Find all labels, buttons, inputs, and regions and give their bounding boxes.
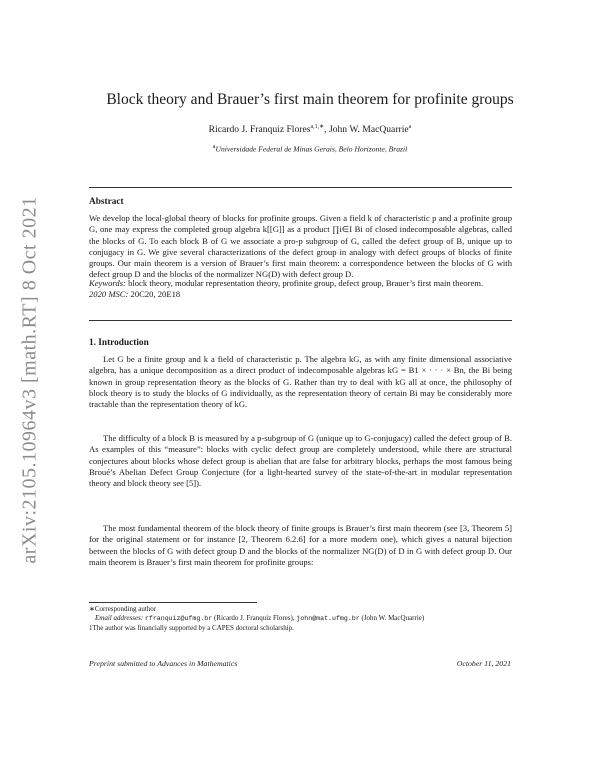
intro-paragraph-2: The difficulty of a block B is measured by a p-subgroup of G (unique up to G-conjugacy) called the defect group of B. As examples of this “measure”: blocks with cyclic defect group are completely understood, while there are structural conjectures about blocks whose defect group is abelian that are false for arbitrary blocks, perhaps the most famous being Broué’s Abelian Defect Group Conjecture (for a light-hearted survey of the state-of-the-art in modular representation theory and block theory see [5]). <box>89 433 512 489</box>
affiliation-mark: a <box>212 144 216 150</box>
keywords-text: block theory, modular representation theory, profinite group, defect group, Brauer’s first main theorem. <box>128 278 484 288</box>
email-label: Email addresses: <box>95 614 144 622</box>
keywords-label: Keywords: <box>89 278 126 288</box>
abstract-top-rule <box>89 187 512 188</box>
affiliation <box>60 144 560 154</box>
email-name-2: (John W. MacQuarrie) <box>361 614 425 622</box>
keywords-block <box>89 278 512 301</box>
section-heading-introduction: 1. Introduction <box>89 338 149 348</box>
intro-paragraph-1: Let G be a finite group and k a field of characteristic p. The algebra kG, as with any finite dimensional associative algebra, has a unique decomposition as a direct product of indecomposable algebras kG = B1 × · · · × Bn, the Bi being known in group representation theory as the blocks of G. Rather than try to deal with kG all at once, the philosophy of block theory is to study the blocks of G individually, as the representation theory of certain Bi may be considerably more tractable than the representation theory of kG. <box>89 354 512 410</box>
footer-preprint-note: Preprint submitted to Advances in Mathematics <box>89 659 238 668</box>
email-link-2[interactable]: john@mat.ufmg.br <box>296 615 360 622</box>
arxiv-stamp-text: arXiv:2105.10964v3 [math.RT] 8 Oct 2021 <box>18 196 41 564</box>
footnote-funding: 1The author was financially supported by a CAPES doctoral scholarship. <box>89 624 294 632</box>
footnote-rule <box>89 602 257 603</box>
email-name-1: (Ricardo J. Franquiz Flores), <box>213 614 295 622</box>
msc-label: 2020 MSC: <box>89 289 129 300</box>
abstract-heading: Abstract <box>89 197 124 207</box>
author-1: Ricardo J. Franquiz Flores <box>208 124 311 136</box>
author-1-marks: a,1,∗ <box>310 124 325 130</box>
author-line <box>60 123 560 135</box>
email-link-1[interactable]: rfranquiz@ufmg.br <box>144 615 213 622</box>
affiliation-text: Universidade Federal de Minas Gerais, Belo Horizonte, Brazil <box>215 144 408 154</box>
abstract-text: We develop the local-global theory of blocks for profinite groups. Given a field k of characteristic p and a profinite group G, one may express the completed group algebra k[[G]] as a product ∏i∈I Bi of closed indecomposable algebras, called the blocks of G. To each block B of G we associate a pro-p subgroup of G, called the defect group of B, unique up to conjugacy in G. We give several characterizations of the defect group in analogy with defect groups of blocks of finite groups. Our main theorem is a version of Brauer’s first main theorem: a correspondence between the blocks of G with defect group D and the blocks of the normalizer NG(D) with defect group D. <box>89 213 512 280</box>
footer-date: October 11, 2021 <box>456 659 511 668</box>
arxiv-stamp <box>18 195 42 565</box>
author-2-marks: a <box>408 124 412 130</box>
footnote-emails <box>89 614 518 623</box>
footnote-corresponding: ∗Corresponding author <box>89 605 157 613</box>
author-2: John W. MacQuarrie <box>328 124 409 136</box>
abstract-bottom-rule <box>89 320 512 321</box>
author-separator: , <box>324 124 329 136</box>
msc-codes: 20C20, 20E18 <box>130 289 181 300</box>
intro-paragraph-3: The most fundamental theorem of the block theory of finite groups is Brauer’s first main theorem (see [3, Theorem 5] for the original statement or for instance [2, Theorem 6.2.6] for a more modern one), which gives a natural bijection between the blocks of G with defect group D and the blocks of the normalizer NG(D) of D in G with defect group D. Our main theorem is Brauer’s first main theorem for profinite groups: <box>89 523 512 567</box>
paper-title: Block theory and Brauer’s first main theorem for profinite groups <box>106 91 514 108</box>
